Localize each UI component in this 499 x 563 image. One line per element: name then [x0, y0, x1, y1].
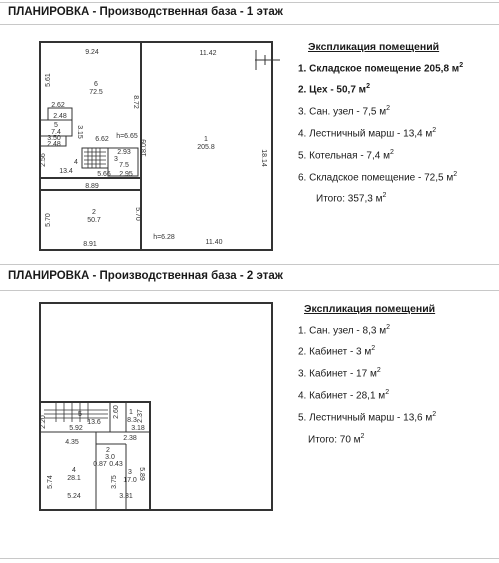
dim-3-18: 3.18	[131, 425, 145, 432]
divider-bottom	[0, 558, 499, 559]
room6-number: 6	[94, 81, 98, 88]
floor2-explication	[298, 300, 436, 449]
floor1-room-list	[298, 57, 463, 188]
room3-area: 7.5	[119, 162, 129, 169]
floor1-title: ПЛАНИРОВКА - Производственная база - 1 этаж	[8, 6, 283, 18]
dim-6-62: 6.62	[95, 136, 109, 143]
explication-row: 1. Складское помещение 205,8 $м^2$	[298, 61, 464, 74]
dim-18-14: 18.14	[260, 149, 267, 167]
dim-18-09: 18.09	[141, 139, 148, 157]
dim-8-89: 8.89	[85, 183, 99, 190]
dim-2-37: 2.37	[137, 409, 144, 423]
dim-5-70b: 5.70	[134, 207, 141, 221]
height-6-65: h=6.65	[116, 133, 138, 140]
room5-number: 5	[54, 122, 58, 129]
dim-2-48b: 2.48	[47, 141, 61, 148]
explication-row: 6. Складское помещение - 72,5 $м^2$	[298, 170, 458, 183]
dim-3-15: 3.15	[76, 125, 83, 139]
explication-row: 2. Кабинет - 3 $м^2$	[298, 345, 376, 358]
explication-row: 5. Котельная - 7,4 $м^2$	[298, 148, 394, 162]
explication-row: 2. Цех - 50,7 $м^2$	[298, 83, 370, 96]
room1-number: 1	[129, 409, 133, 416]
room2-area: 3.0	[105, 454, 115, 461]
divider-top	[0, 2, 499, 3]
floor2-total: Итого: 70 $м^2$	[308, 432, 365, 445]
dim-2-62: 2.62	[51, 102, 65, 109]
explication-row: 3. Сан. узел - 7,5 $м^2$	[298, 105, 390, 118]
room5-area: 7.4	[51, 129, 61, 136]
floor1-explication-title: Экспликация помещений	[308, 41, 440, 53]
room4-number: 4	[72, 467, 76, 474]
floor1-plan	[30, 30, 290, 260]
explication-row: 5. Лестничный марш - 13,6 $м^2$	[298, 410, 437, 424]
divider-floor1-title	[0, 24, 499, 25]
dim-11-42: 11.42	[199, 50, 217, 57]
height-6-28: h=6.28	[153, 234, 175, 241]
dim-0-87: 0.87	[93, 461, 107, 468]
dim-2-20: 2.20	[40, 415, 47, 429]
floor1-outer-wall	[40, 42, 272, 250]
dim-4-35: 4.35	[65, 439, 79, 446]
dim-8-91: 8.91	[83, 241, 97, 248]
dim-11-40: 11.40	[205, 239, 223, 246]
dim-5-61: 5.61	[45, 73, 52, 87]
room1-number: 1	[204, 136, 208, 143]
dim-5-89: 5.89	[138, 467, 145, 481]
divider-floor2-top	[0, 264, 499, 265]
dim-0-43: 0.43	[109, 461, 123, 468]
dim-5-66: 5.66	[97, 171, 111, 178]
floor2-room-list	[298, 319, 436, 428]
divider-floor2-title	[0, 290, 499, 291]
dim-3-31: 3.31	[119, 493, 133, 500]
room4-area: 28.1	[67, 475, 81, 482]
room2-number: 2	[92, 209, 96, 216]
dim-9-24: 9.24	[85, 49, 99, 56]
room3-area: 17.0	[123, 477, 137, 484]
floor1-explication	[298, 38, 463, 209]
room5-area: 13.6	[87, 419, 101, 426]
floor2-plan	[30, 298, 290, 520]
dim-3-50: 3.50	[47, 135, 61, 142]
floor2-title: ПЛАНИРОВКА - Производственная база - 2 этаж	[8, 270, 283, 282]
dim-5-24: 5.24	[67, 493, 81, 500]
explication-row: 3. Кабинет - 17 $м^2$	[298, 367, 381, 380]
room5-number: 5	[78, 411, 82, 418]
dim-2-93: 2.93	[117, 149, 131, 156]
explication-row: 1. Сан. узел - 8,3 $м^2$	[298, 323, 390, 336]
dim-8-72: 8.72	[132, 95, 139, 109]
dim-5-70: 5.70	[45, 213, 52, 227]
room4-number: 4	[74, 159, 78, 166]
floor2-explication-title: Экспликация помещений	[304, 303, 436, 315]
explication-row: 4. Лестничный марш - 13,4 $м^2$	[298, 126, 437, 140]
room3-number: 3	[114, 156, 118, 163]
dim-5-74: 5.74	[47, 475, 54, 489]
dim-2-38: 2.38	[123, 435, 137, 442]
room1-area: 8.3	[127, 417, 137, 424]
dim-2-56: 2.56	[40, 153, 47, 167]
explication-row: 4. Кабинет - 28,1 $м^2$	[298, 388, 390, 402]
dim-13-4: 13.4	[59, 168, 73, 175]
room1-area: 205.8	[197, 144, 215, 151]
dim-3-75: 3.75	[111, 475, 118, 489]
dim-2-48: 2.48	[53, 113, 67, 120]
dim-2-60: 2.60	[113, 405, 120, 419]
room6-area: 72.5	[89, 89, 103, 96]
floor1-total: Итого: 357,3 $м^2$	[316, 192, 387, 205]
room3-number: 3	[128, 469, 132, 476]
room2-number: 2	[106, 447, 110, 454]
dim-5-92: 5.92	[69, 425, 83, 432]
room2-area: 50.7	[87, 217, 101, 224]
dim-2-95: 2.95	[119, 171, 133, 178]
